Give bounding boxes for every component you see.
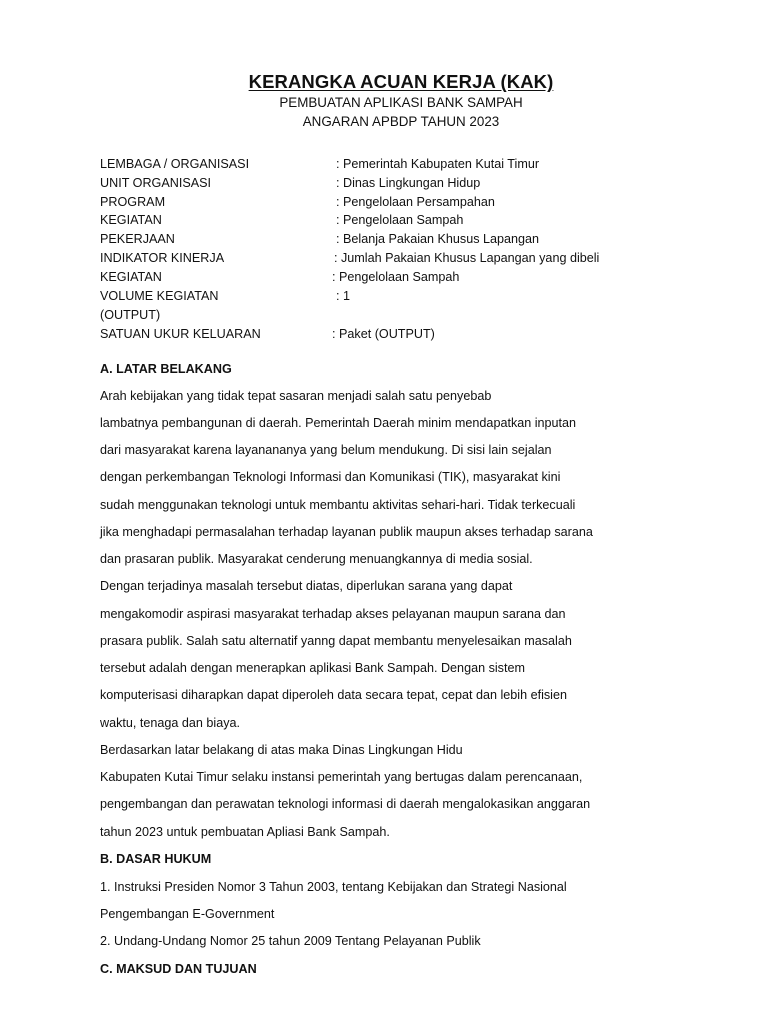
paragraph-line: tahun 2023 untuk pembuatan Apliasi Bank Sampah.	[100, 825, 390, 839]
info-row	[0, 232, 768, 251]
info-label: VOLUME KEGIATAN	[100, 289, 219, 303]
paragraph-line: Arah kebijakan yang tidak tepat sasaran menjadi salah satu penyebab	[100, 389, 492, 403]
document-title: KERANGKA ACUAN KERJA (KAK)	[248, 71, 554, 92]
info-value: : Pengelolaan Sampah	[332, 270, 460, 284]
info-value: : 1	[336, 289, 351, 303]
info-label: KEGIATAN	[100, 270, 162, 284]
paragraph-line: sudah menggunakan teknologi untuk membantu aktivitas sehari-hari. Tidak terkecuali	[100, 498, 576, 512]
paragraph-line: dari masyarakat karena layanananya yang belum mendukung. Di sisi lain sejalan	[100, 443, 552, 457]
document-subtitle: PEMBUATAN APLIKASI BANK SAMPAH	[279, 95, 523, 110]
info-value: : Jumlah Pakaian Khusus Lapangan yang dibeli	[334, 251, 600, 265]
paragraph-line: waktu, tenaga dan biaya.	[100, 716, 241, 730]
info-value: : Dinas Lingkungan Hidup	[336, 176, 481, 190]
info-row	[0, 195, 768, 214]
section-heading-dasar-hukum: B. DASAR HUKUM	[100, 852, 212, 866]
paragraph-line: dan prasaran publik. Masyarakat cenderung menuangkannya di media sosial.	[100, 552, 533, 566]
info-row	[0, 157, 768, 176]
paragraph-line: mengakomodir aspirasi masyarakat terhadap akses pelayanan maupun sarana dan	[100, 607, 566, 621]
info-value: : Pengelolaan Persampahan	[336, 195, 495, 209]
paragraph-line: pengembangan dan perawatan teknologi informasi di daerah mengalokasikan anggaran	[100, 797, 591, 811]
list-item: 1. Instruksi Presiden Nomor 3 Tahun 2003, tentang Kebijakan dan Strategi Nasional	[100, 880, 567, 894]
info-label: INDIKATOR KINERJA	[100, 251, 225, 265]
info-label: LEMBAGA / ORGANISASI	[100, 157, 250, 171]
info-label: (OUTPUT)	[100, 308, 161, 322]
info-value: : Pengelolaan Sampah	[336, 213, 464, 227]
info-label: SATUAN UKUR KELUARAN	[100, 327, 261, 341]
info-row	[0, 308, 768, 327]
paragraph-line: Berdasarkan latar belakang di atas maka Dinas Lingkungan Hidu	[100, 743, 463, 757]
paragraph-line: jika menghadapi permasalahan terhadap layanan publik maupun akses terhadap sarana	[100, 525, 593, 539]
list-item: 2. Undang-Undang Nomor 25 tahun 2009 Tentang Pelayanan Publik	[100, 934, 481, 948]
info-label: KEGIATAN	[100, 213, 162, 227]
paragraph-line: Dengan terjadinya masalah tersebut diatas, diperlukan sarana yang dapat	[100, 579, 513, 593]
info-row	[0, 327, 768, 346]
info-row	[0, 251, 768, 270]
info-row	[0, 176, 768, 195]
info-value: : Pemerintah Kabupaten Kutai Timur	[336, 157, 540, 171]
info-value: : Belanja Pakaian Khusus Lapangan	[336, 232, 540, 246]
paragraph-line: Kabupaten Kutai Timur selaku instansi pemerintah yang bertugas dalam perencanaan,	[100, 770, 583, 784]
section-heading-latar-belakang: A. LATAR BELAKANG	[100, 362, 232, 376]
info-row	[0, 270, 768, 289]
paragraph-line: dengan perkembangan Teknologi Informasi dan Komunikasi (TIK), masyarakat kini	[100, 470, 561, 484]
paragraph-line: tersebut adalah dengan menerapkan aplikasi Bank Sampah. Dengan sistem	[100, 661, 525, 675]
info-value: : Paket (OUTPUT)	[332, 327, 435, 341]
document-budget-line: ANGARAN APBDP TAHUN 2023	[302, 114, 500, 129]
section-heading-maksud-tujuan: C. MAKSUD DAN TUJUAN	[100, 962, 257, 976]
paragraph-line: komputerisasi diharapkan dapat diperoleh data secara tepat, cepat dan lebih efisien	[100, 688, 567, 702]
info-row	[0, 289, 768, 308]
paragraph-line: prasara publik. Salah satu alternatif yanng dapat membantu menyelesaikan masalah	[100, 634, 572, 648]
info-label: PEKERJAAN	[100, 232, 175, 246]
paragraph-line: lambatnya pembangunan di daerah. Pemerintah Daerah minim mendapatkan inputan	[100, 416, 577, 430]
info-row	[0, 213, 768, 232]
list-item-continuation: Pengembangan E-Government	[100, 907, 275, 921]
info-label: UNIT ORGANISASI	[100, 176, 212, 190]
info-label: PROGRAM	[100, 195, 166, 209]
